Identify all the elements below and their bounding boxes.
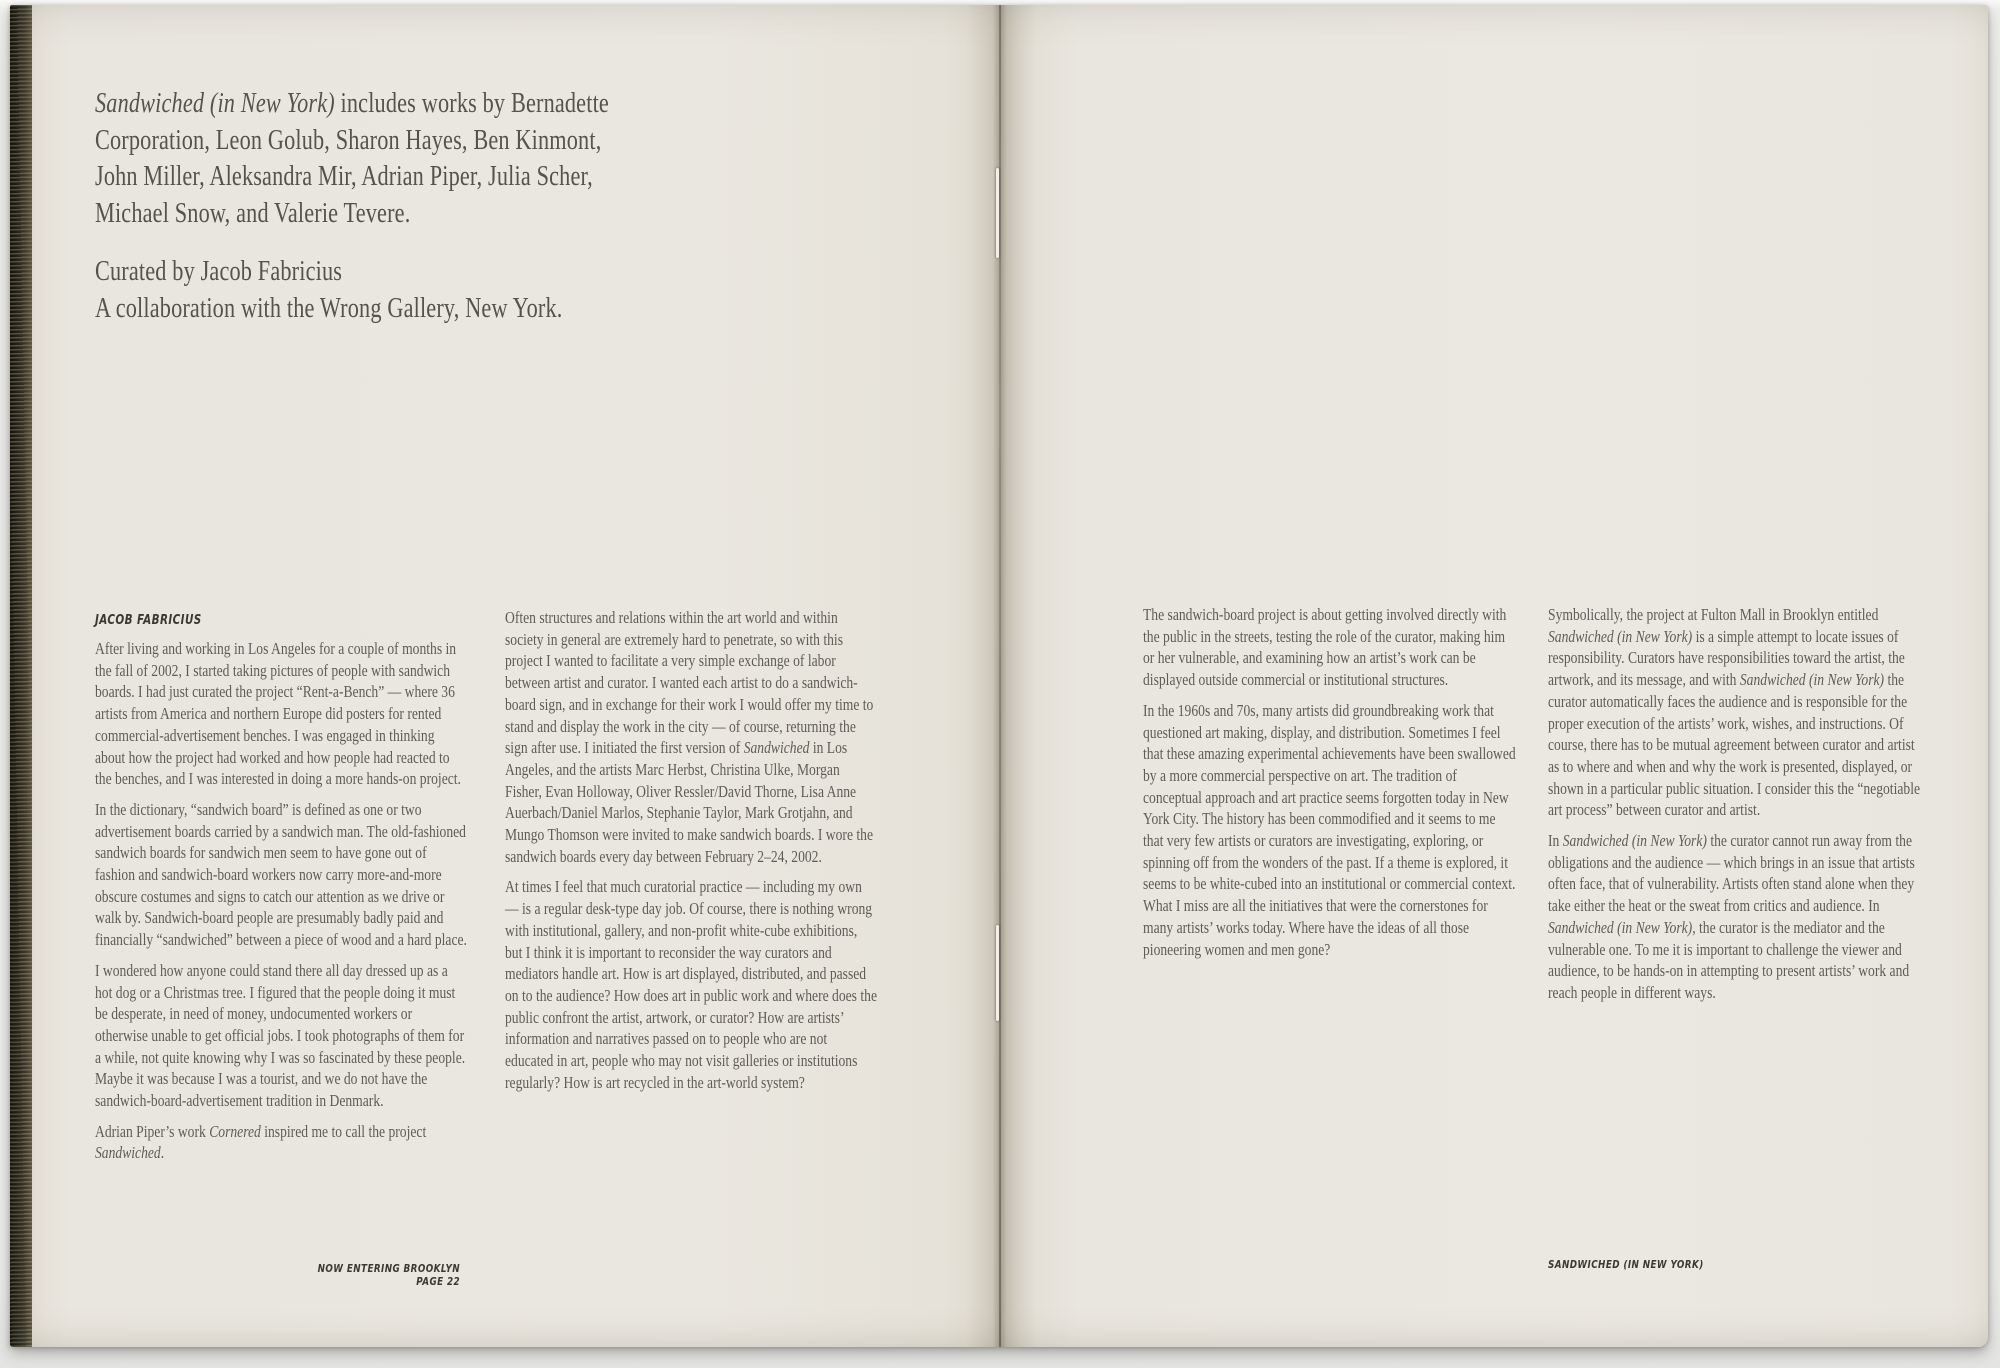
footer-running-title: NOW ENTERING BROOKLYN bbox=[317, 1262, 460, 1275]
curator-credit bbox=[95, 254, 620, 327]
binding-stitch bbox=[996, 168, 999, 258]
paragraph: Sandwiched (in New York) includes works by Bernadette bbox=[95, 88, 609, 119]
paragraph: After living and working in Los Angeles for a couple of months in the fall of 2002, I started taking pictures of people with sandwich boards. I had just curated the project “Rent-a-Bench” — where 36 artists from America and northern Europe did posters for rented commercial-advertisement benches. I was engaged in thinking about how the project had worked and how people had reacted to the benches, and I was interested in doing a more hands-on project. bbox=[95, 639, 461, 789]
paragraph: The sandwich-board project is about getting involved directly with the public in the streets, testing the role of the curator, making him or her vulnerable, and examining how an artist’s work can be displayed outside commercial or institutional structures. bbox=[1143, 605, 1507, 690]
page-edge-stack bbox=[10, 5, 32, 1347]
paragraph: I wondered how anyone could stand there all day dressed up as a hot dog or a Christmas tree. I figured that the people doing it must be desperate, in need of money, undocumented workers or otherwise unable to get official jobs. I took photographs of them for a while, not quite knowing why I was so fascinated by these people. Maybe it was because I was a tourist, and we do not have the sandwich-board-advertisement tradition in Denmark. bbox=[95, 960, 466, 1111]
paragraph: In Sandwiched (in New York) the curator cannot run away from the obligations and the audience — which brings in an issue that artists often face, that of vulnerability. Artists often stand alone when they take either the heat or the sweat from critics and audience. In Sandwiched (in New York), the curator is the mediator and the vulnerable one. To me it is important to challenge the viewer and audience, to be hands-on in attempting to present artists’ work and reach people in different ways. bbox=[1548, 831, 1915, 1002]
paragraph: Curated by Jacob Fabricius bbox=[95, 256, 343, 287]
right-page-footer: SANDWICHED (IN NEW YORK) bbox=[1548, 1258, 1704, 1271]
paragraph: Michael Snow, and Valerie Tevere. bbox=[95, 197, 411, 229]
paragraph: In the dictionary, “sandwich board” is defined as one or two advertisement boards carried by a sandwich man. The old-fashioned sandwich boards for sandwich men seem to have gone out of fashion and sandwich-board workers now carry more-and-more obscure costumes and signs to catch our attention as we drive or walk by. Sandwich-board people are presumably badly paid and financially “sandwiched” between a piece of wood and a hard place. bbox=[95, 799, 467, 950]
exhibition-title-heading bbox=[95, 86, 620, 232]
essay-column-1 bbox=[95, 613, 468, 1164]
paragraph: At times I feel that much curatorial practice — including my own — is a regular desk-type day job. Of course, there is nothing wrong with institutional, gallery, and non-profit white-cube exhibitions, but I think it is important to reconsider the way curators and mediators handle art. How is art displayed, distributed, and passed on to the audience? How does art in public work and where does the public confront the artist, artwork, or curator? How are artists’ information and narratives passed on to people who are not educated in art, people who may not visit galleries or institutions regularly? How is art recycled in the art-world system? bbox=[505, 877, 877, 1092]
author-name-label: JACOB FABRICIUS bbox=[95, 613, 202, 628]
paragraph: Often structures and relations within the art world and within society in general are extremely hard to penetrate, so with this project I wanted to facilitate a very simple exchange of labor between artist and curator. I wanted each artist to do a sandwich-board sign, and in exchange for their work I would offer my time to stand and display the work in the city — of course, returning the sign after use. I initiated the first version of Sandwiched in Los Angeles, and the artists Marc Herbst, Christina Ulke, Morgan Fisher, Evan Holloway, Oliver Ressler/David Thorne, Lisa Anne Auerbach/Daniel Marlos, Stephanie Taylor, Mark Grotjahn, and Mungo Thomson were invited to make sandwich boards. I wore the sandwich boards every day between February 2–24, 2002. bbox=[505, 608, 874, 866]
paragraph: John Miller, Aleksandra Mir, Adrian Piper, Julia Scher, bbox=[95, 161, 593, 192]
left-page-footer bbox=[257, 1262, 460, 1288]
binding-stitch bbox=[996, 925, 999, 1021]
essay-column-4 bbox=[1548, 604, 1921, 1004]
right-page bbox=[1000, 5, 1988, 1347]
book-spread bbox=[10, 5, 1988, 1347]
paragraph: Corporation, Leon Golub, Sharon Hayes, Ben Kinmont, bbox=[95, 124, 602, 156]
left-page bbox=[32, 5, 1000, 1347]
footer-page-number: PAGE 22 bbox=[416, 1275, 460, 1288]
paragraph: Symbolically, the project at Fulton Mall in Brooklyn entitled Sandwiched (in New York) is a simple attempt to locate issues of responsibility. Curators have responsibilities toward the artist, the artwork, and its message, and with Sandwiched (in New York) the curator automatically faces the audience and is responsible for the proper execution of the artists’ work, wishes, and instructions. Of course, there has to be mutual agreement between curator and artist as to where and when and why the work is presented, displayed, or shown in a particular public situation. I consider this the “negotiable art process” between curator and artist. bbox=[1548, 605, 1921, 820]
essay-column-2 bbox=[505, 607, 878, 1093]
gutter-fold-line bbox=[999, 5, 1001, 1347]
essay-column-1-text bbox=[95, 638, 468, 1164]
paragraph: A collaboration with the Wrong Gallery, New York. bbox=[95, 292, 563, 324]
essay-column-3 bbox=[1143, 604, 1516, 960]
paragraph: Adrian Piper’s work Cornered inspired me to call the project Sandwiched. bbox=[95, 1121, 427, 1163]
paragraph: In the 1960s and 70s, many artists did groundbreaking work that questioned art making, display, and distribution. Sometimes I feel that these amazing experimental achievements have been swallowed by a more commercial perspective on art. The tradition of conceptual approach and art practice seems forgotten today in New York City. The history has been commodified and it seems to me that very few artists or curators are investigating, exploring, or spinning off from the wonders of the past. If a theme is explored, it seems to be white-cubed into an institutional or commercial context. What I miss are all the initiatives that were the cornerstones for many artists’ works today. Where have the ideas of all those pioneering women and men gone? bbox=[1143, 700, 1516, 959]
